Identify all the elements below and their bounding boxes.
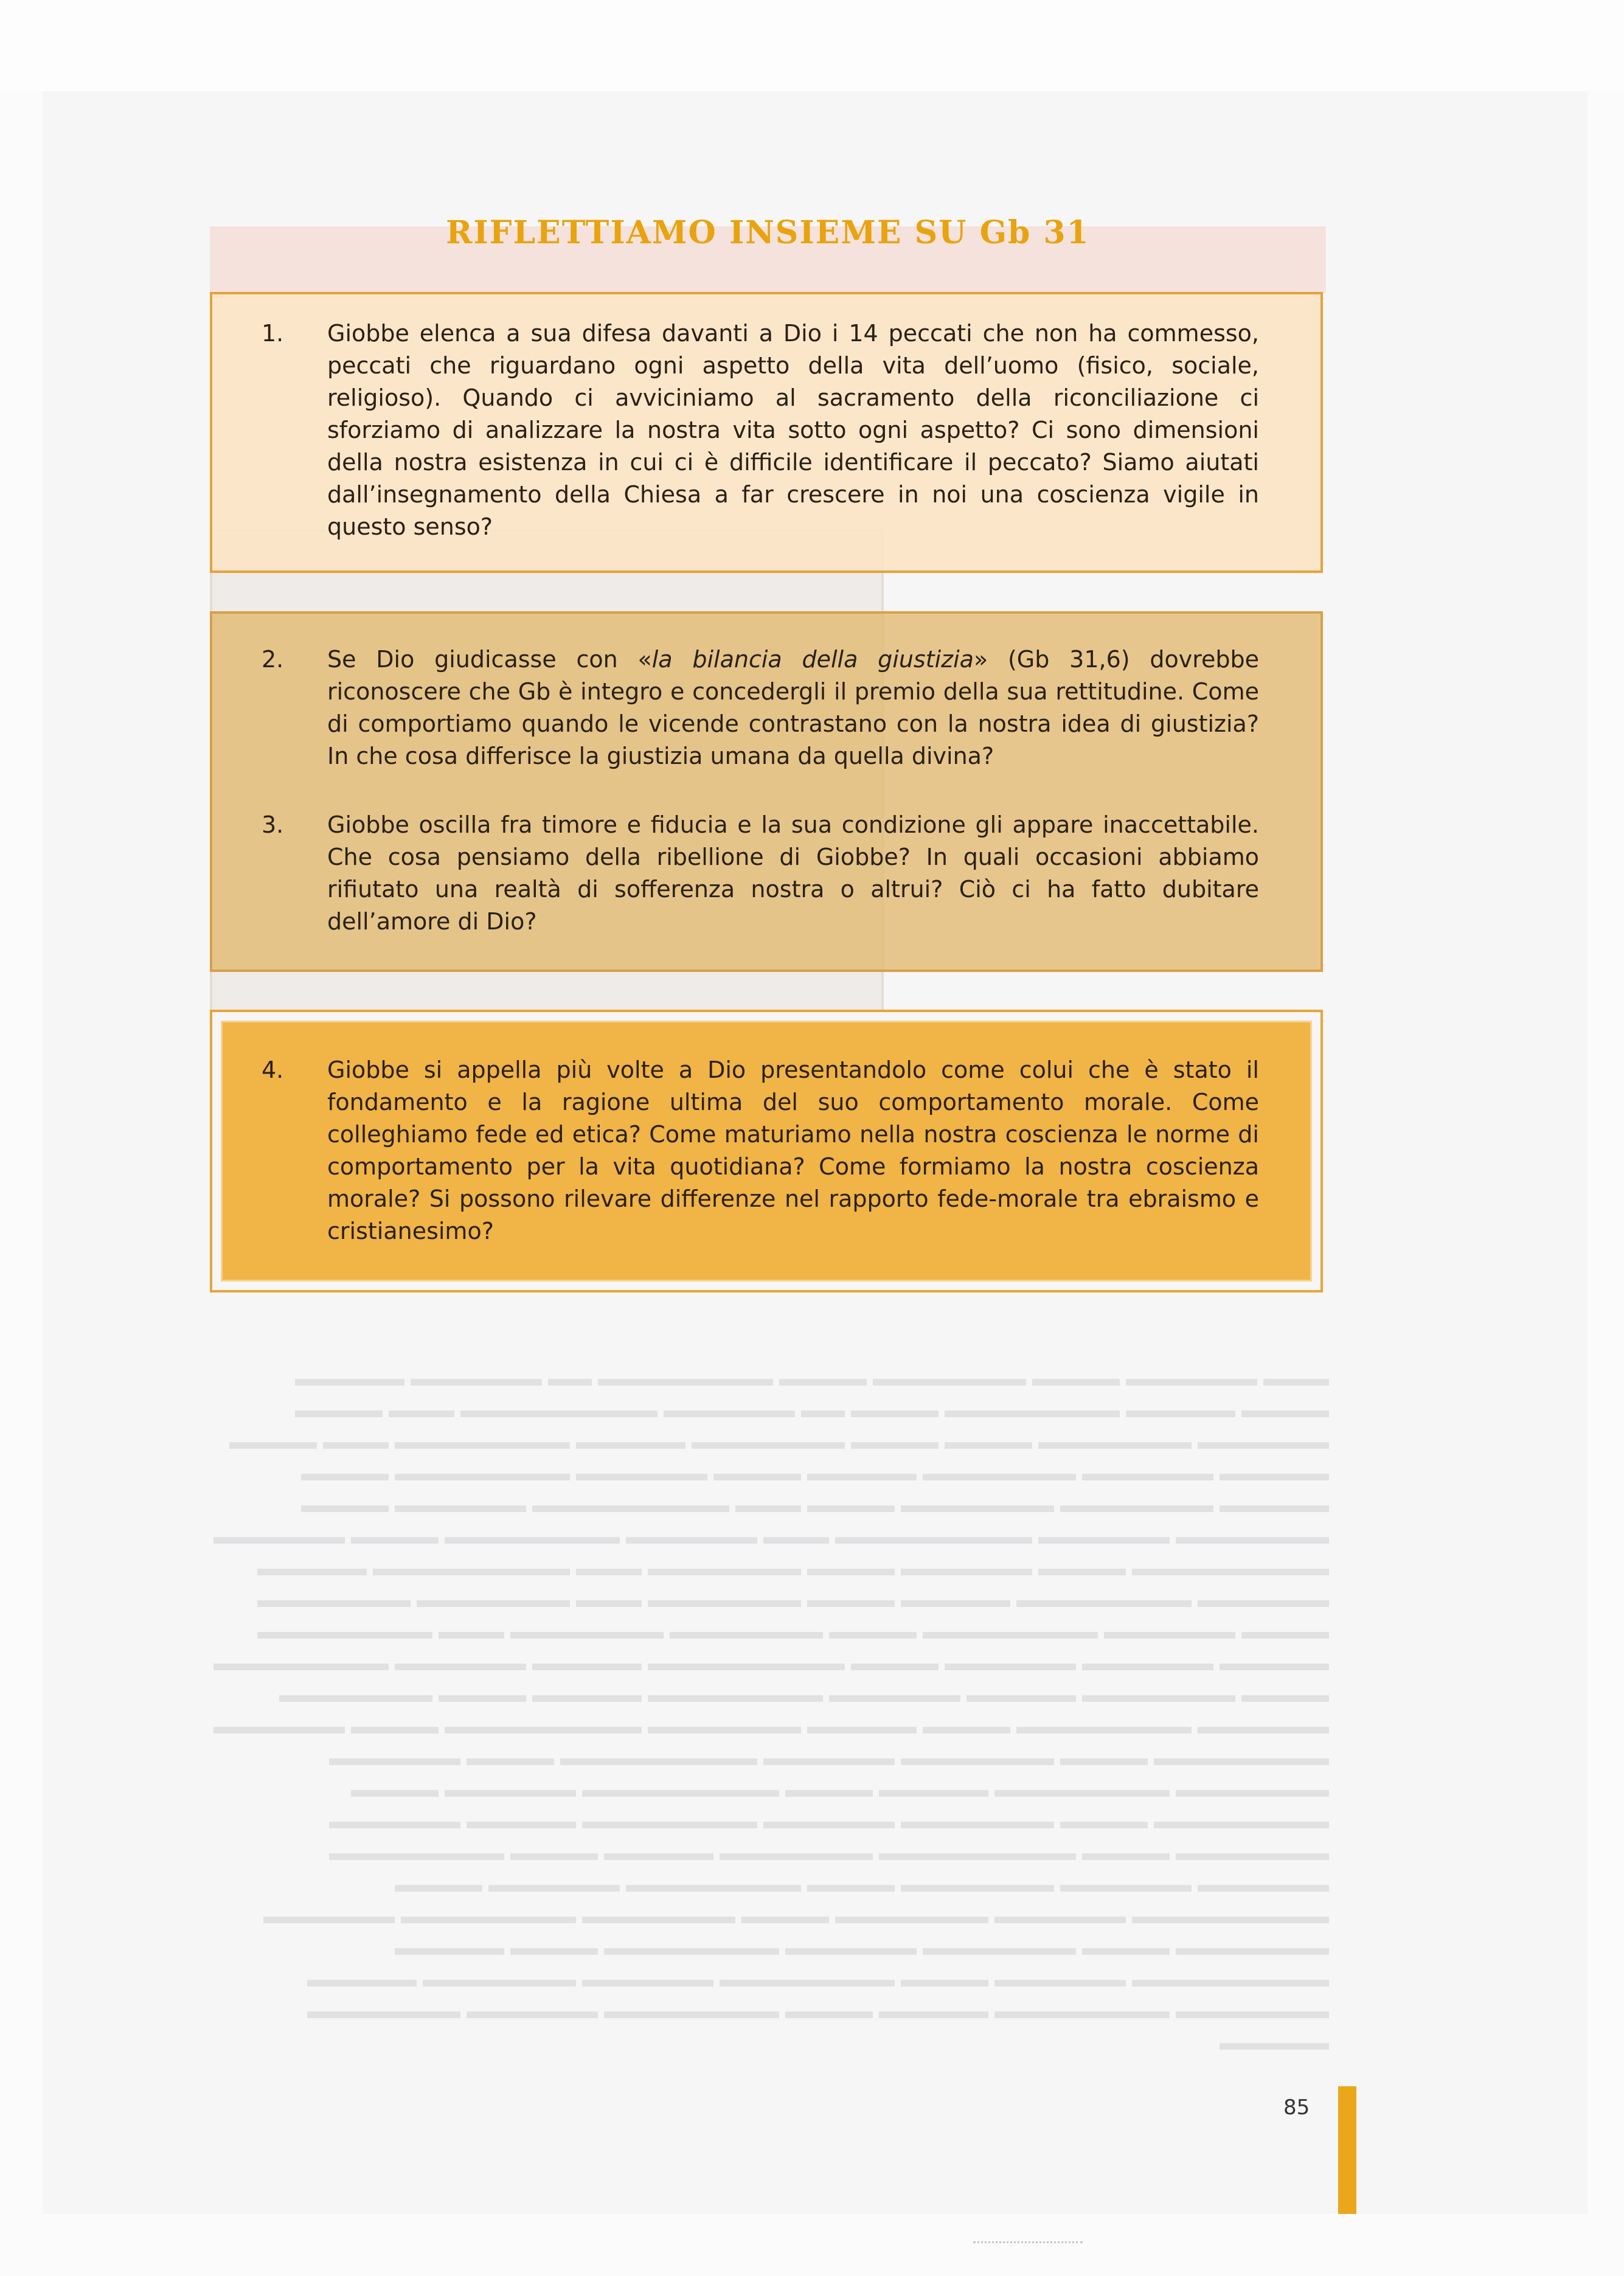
question-text — [327, 644, 1259, 772]
question-text: Giobbe oscilla fra timore e fiducia e la sua condizione gli appare inaccettabile. Che cosa pensiamo della ribellione di Giobbe? In quali occasioni abbiamo rifiutato una realtà di sofferenza nostra o altrui? Ciò ci ha fatto dubitare dell’amore di Dio? — [327, 811, 1259, 935]
page-number: 85 — [1283, 2095, 1310, 2120]
question-text: Giobbe elenca a sua difesa davanti a Dio i 14 peccati che non ha commesso, peccati che riguardano ogni aspetto della vita dell’uomo (fisico, sociale, religioso). Quando ci avviciniamo al sacramento della riconciliazione ci sforziamo di analizzare la nostra vita sotto ogni aspetto? Ci sono dimensioni della nostra esistenza in cui ci è difficile identificare il peccato? Siamo aiutati dall’insegnamento della Chiesa a far crescere in noi una coscienza vigile in questo senso? — [327, 320, 1259, 540]
question-1 — [262, 317, 1259, 543]
question-text: Giobbe si appella più volte a Dio presentandolo come colui che è stato il fondamento e la ragione ultima del suo comportamento morale. Come colleghiamo fede ed etica? Come maturiamo nella nostra coscienza le norme di comportamento per la vita quotidiana? Come formiamo la nostra coscienza morale? Si possono rilevare differenze nel rapporto fede-morale tra ebraismo e cristianesimo? — [327, 1056, 1259, 1244]
quoted-scripture: la bilancia della giustizia — [651, 646, 974, 673]
scan-margin — [0, 0, 1624, 91]
question-number: 2. — [262, 646, 284, 673]
question-4 — [262, 1054, 1259, 1247]
question-number: 3. — [262, 811, 284, 838]
page-edge-bar — [1338, 2086, 1356, 2214]
question-text-part: » (Gb 31,6) dovrebbe riconoscere che Gb è integro e concedergli il premio della sua rettitudine. Come di comportiamo quando le vicende contrastano con la nostra idea di giustizia? In che cosa differisce la giustizia umana da quella divina? — [327, 646, 1259, 769]
question-number: 4. — [262, 1056, 284, 1083]
question-3 — [262, 809, 1259, 938]
question-number: 1. — [262, 320, 284, 347]
scan-artifact — [973, 2241, 1083, 2246]
bleed-through-text: ▬▬▬ ▬▬▬▬▬▬ ▬▬▬▬ ▬▬▬▬▬▬▬ ▬▬▬▬ ▬▬▬▬▬▬▬▬ ▬▬ ▬▬▬▬▬▬ ▬▬▬▬▬ ▬▬▬▬ ▬▬▬▬▬ ▬▬▬▬▬▬▬▬ ▬▬▬▬ ▬▬ ▬▬▬▬▬▬ ▬▬▬▬▬▬▬▬▬ ▬▬▬ ▬▬▬▬ ▬▬▬▬▬▬ ▬▬▬▬▬▬▬ ▬▬▬▬ ▬▬▬▬ ▬▬▬▬▬▬▬ ▬▬▬▬▬ ▬▬▬▬▬▬▬▬ ▬▬▬ ▬▬▬▬ ▬▬▬▬▬ ▬▬▬▬▬▬ ▬▬▬▬▬▬▬ ▬▬▬▬▬ ▬▬▬▬ ▬▬▬▬▬▬ ▬▬▬▬▬▬▬▬ ▬▬▬▬ ▬▬▬▬▬ ▬▬▬▬▬▬▬ ▬▬▬▬▬▬▬ ▬▬▬▬ ▬▬▬ ▬▬▬▬▬▬▬▬▬ ▬▬▬▬▬▬ ▬▬▬▬ ▬▬▬▬▬▬▬ ▬▬▬▬▬▬ ▬▬▬▬▬▬▬▬▬ ▬▬▬ ▬▬▬▬▬▬ ▬▬▬▬▬▬▬▬ ▬▬▬▬ ▬▬▬▬▬▬ ▬▬▬▬▬▬▬▬▬ ▬▬▬▬ ▬▬▬▬▬▬ ▬▬▬▬ ▬▬▬▬▬▬▬ ▬▬▬ ▬▬▬▬▬▬▬▬▬ ▬▬▬▬▬ ▬▬▬▬▬▬ ▬▬▬▬▬▬▬▬ ▬▬▬▬▬ ▬▬▬▬ ▬▬▬▬▬▬▬ ▬▬▬ ▬▬▬▬▬▬▬ ▬▬▬▬▬▬▬ ▬▬▬▬ ▬▬▬▬▬▬ ▬▬▬▬▬▬▬▬ ▬▬▬▬ ▬▬▬▬▬▬▬ ▬▬▬▬▬▬▬ ▬▬▬ ▬▬▬▬▬▬▬▬ ▬▬▬▬▬ ▬▬▬▬▬▬ ▬▬▬▬▬▬ ▬▬▬▬ ▬▬▬▬▬▬▬▬▬ ▬▬▬▬▬ ▬▬▬▬▬▬ ▬▬▬▬▬▬▬▬ ▬▬▬▬ ▬▬▬▬▬▬▬ ▬▬▬▬▬ ▬▬▬▬▬▬ ▬▬▬▬▬▬▬▬ ▬▬▬▬▬ ▬▬▬▬ ▬▬▬▬▬▬▬ ▬▬▬▬▬▬ ▬▬▬▬▬▬▬▬ ▬▬▬▬ ▬▬▬▬▬ ▬▬▬▬▬▬▬ ▬▬▬▬▬▬▬▬▬ ▬▬▬▬ ▬▬▬▬▬▬ ▬▬▬▬▬▬▬▬ ▬▬▬▬ ▬▬▬▬▬▬▬ ▬▬▬▬▬▬ ▬▬▬▬▬▬▬▬▬ ▬▬▬▬ ▬▬▬▬▬▬ ▬▬▬▬▬▬▬ ▬▬▬▬▬▬▬▬ ▬▬▬▬▬ ▬▬▬▬ ▬▬▬▬▬▬▬▬▬ ▬▬▬▬▬▬ ▬▬▬▬ ▬▬▬▬▬▬▬▬ ▬▬▬▬ ▬▬▬▬▬▬▬ ▬▬▬▬▬▬ ▬▬▬▬▬▬▬▬ ▬▬▬▬▬ ▬▬▬▬▬▬ ▬▬▬▬▬▬▬ ▬▬▬▬ ▬▬▬▬▬▬▬▬▬ ▬▬▬▬▬▬▬ ▬▬▬▬▬ ▬▬▬▬ ▬▬▬▬▬▬▬▬ ▬▬▬▬▬▬ ▬▬▬▬▬▬ ▬▬▬▬▬▬▬ ▬▬▬▬ ▬▬▬▬▬▬▬▬ ▬▬▬▬▬▬ ▬▬▬▬ ▬▬▬▬▬▬▬▬▬ ▬▬▬▬▬▬ ▬▬▬▬▬▬▬ ▬▬▬▬ ▬▬▬▬▬▬▬ ▬▬▬▬▬▬▬▬ ▬▬▬▬▬▬ ▬▬▬▬▬▬▬ ▬▬▬▬ ▬▬▬▬▬▬▬ ▬▬▬▬▬▬ ▬▬▬▬▬▬▬▬ ▬▬▬▬ ▬▬▬▬▬ ▬▬▬▬▬▬▬▬▬ ▬▬▬▬▬▬ ▬▬▬▬ ▬▬▬▬▬▬▬▬ ▬▬▬▬▬▬ ▬▬▬▬▬▬▬ ▬▬▬▬▬ ▬▬▬▬▬▬▬ ▬▬▬▬▬▬▬▬ ▬▬▬▬▬ ▬▬▬▬ ▬▬▬▬▬▬▬▬ ▬▬▬▬▬▬ ▬▬▬▬▬▬▬ ▬▬▬▬▬ — [213, 1365, 1329, 2055]
question-2 — [262, 644, 1259, 772]
question-text-part: Se Dio giudicasse con « — [327, 646, 652, 673]
page-title: RIFLETTIAMO INSIEME SU Gb 31 — [446, 214, 1090, 251]
